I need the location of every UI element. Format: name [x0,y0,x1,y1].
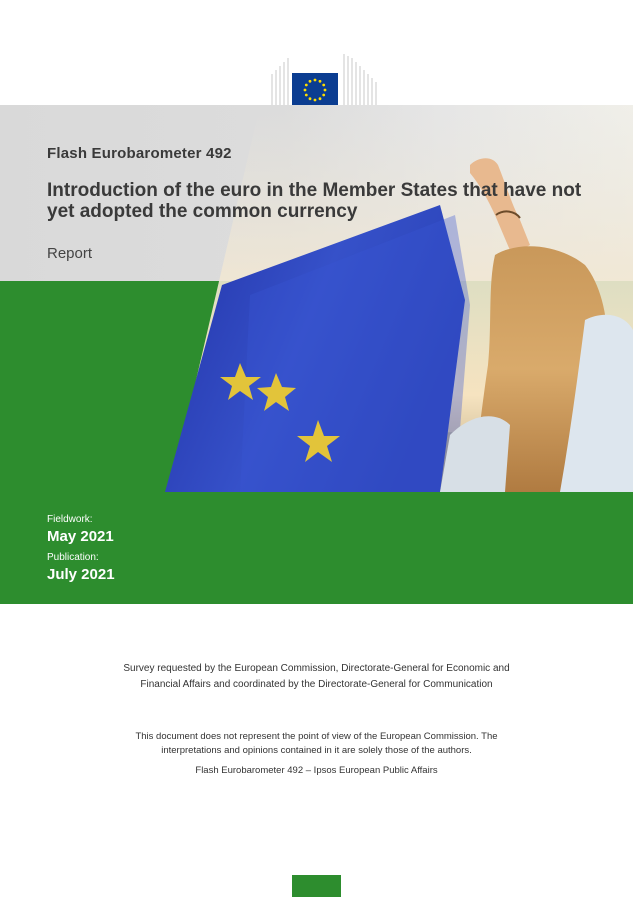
footer-green-block [292,875,341,897]
survey-request-note [60,661,573,693]
survey-request-line-2: Financial Affairs and coordinated by the Directorate-General for Communication [140,679,493,690]
disclaimer-line-2: interpretations and opinions contained in it are solely those of the authors. [161,745,472,756]
disclaimer-line-1: This document does not represent the point of view of the European Commission. The [135,731,498,742]
credit-note: Flash Eurobarometer 492 – Ipsos European Public Affairs [195,765,438,776]
eu-flag-icon [292,73,338,107]
publication-value: July 2021 [47,566,115,583]
page-title: Introduction of the euro in the Member States that have not yet adopted the common currency [47,180,582,222]
cover-photo-eu-flag [0,105,633,492]
survey-request-line-1: Survey requested by the European Commission, Directorate-General for Economic and [123,663,510,674]
disclaimer-note [60,730,573,758]
document-type: Report [47,245,93,262]
fieldwork-value: May 2021 [47,528,114,545]
publication-label: Publication: [47,552,99,563]
fieldwork-label: Fieldwork: [47,514,93,525]
series-label: Flash Eurobarometer 492 [47,145,232,162]
